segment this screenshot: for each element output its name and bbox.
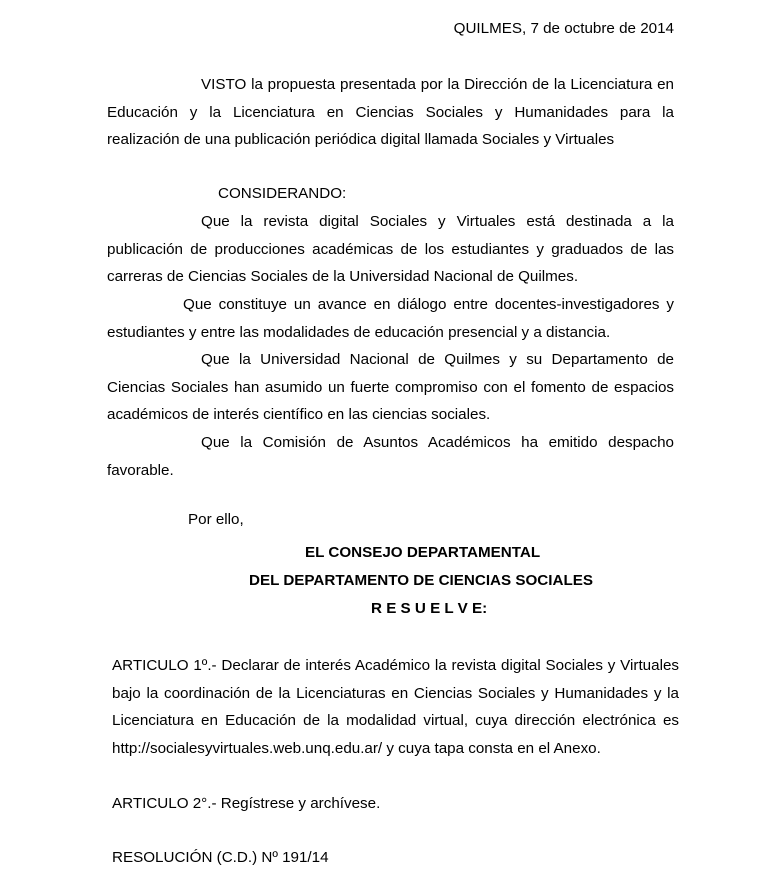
considerando-paragraph-1: Que la revista digital Sociales y Virtuales está destinada a la publicación de producciones académicas de los estudiantes y graduados de las carreras de Ciencias Sociales de la Universidad Nacional de Quilmes.	[107, 213, 674, 285]
council-heading-line-1: EL CONSEJO DEPARTAMENTAL	[305, 544, 541, 561]
articulo-1: ARTICULO 1º.- Declarar de interés Académico la revista digital Sociales y Virtuales bajo la coordinación de la Licenciaturas en Ciencias Sociales y Humanidades y la Licenciatura en Educación de la modalidad virtual, cuya dirección electrónica es http://socialesyvirtuales.web.unq.edu.ar/ y cuya tapa consta en el Anexo.	[112, 657, 679, 757]
considerando-paragraph-2: Que constituye un avance en diálogo entre docentes-investigadores y estudiantes y entre las modalidades de educación presencial y a distancia.	[107, 296, 674, 341]
visto-paragraph: VISTO la propuesta presentada por la Dirección de la Licenciatura en Educación y la Licenciatura en Ciencias Sociales y Humanidades para la realización de una publicación periódica digital llamada Sociales y Virtuales	[107, 76, 674, 148]
por-ello: Por ello,	[188, 511, 244, 528]
considerando-paragraph-3: Que la Universidad Nacional de Quilmes y su Departamento de Ciencias Sociales han asumido un fuerte compromiso con el fomento de espacios académicos de interés científico en las ciencias sociales.	[107, 351, 674, 423]
date-line: QUILMES, 7 de octubre de 2014	[453, 20, 674, 37]
articulo-2: ARTICULO 2°.- Regístrese y archívese.	[112, 795, 381, 812]
resolution-number: RESOLUCIÓN (C.D.) Nº 191/14	[112, 849, 329, 866]
considerando-heading: CONSIDERANDO:	[218, 185, 347, 202]
considerando-paragraph-4: Que la Comisión de Asuntos Académicos ha emitido despacho favorable.	[107, 434, 674, 479]
resuelve-heading: R E S U E L V E:	[371, 600, 488, 617]
council-heading-line-2: DEL DEPARTAMENTO DE CIENCIAS SOCIALES	[249, 572, 594, 589]
